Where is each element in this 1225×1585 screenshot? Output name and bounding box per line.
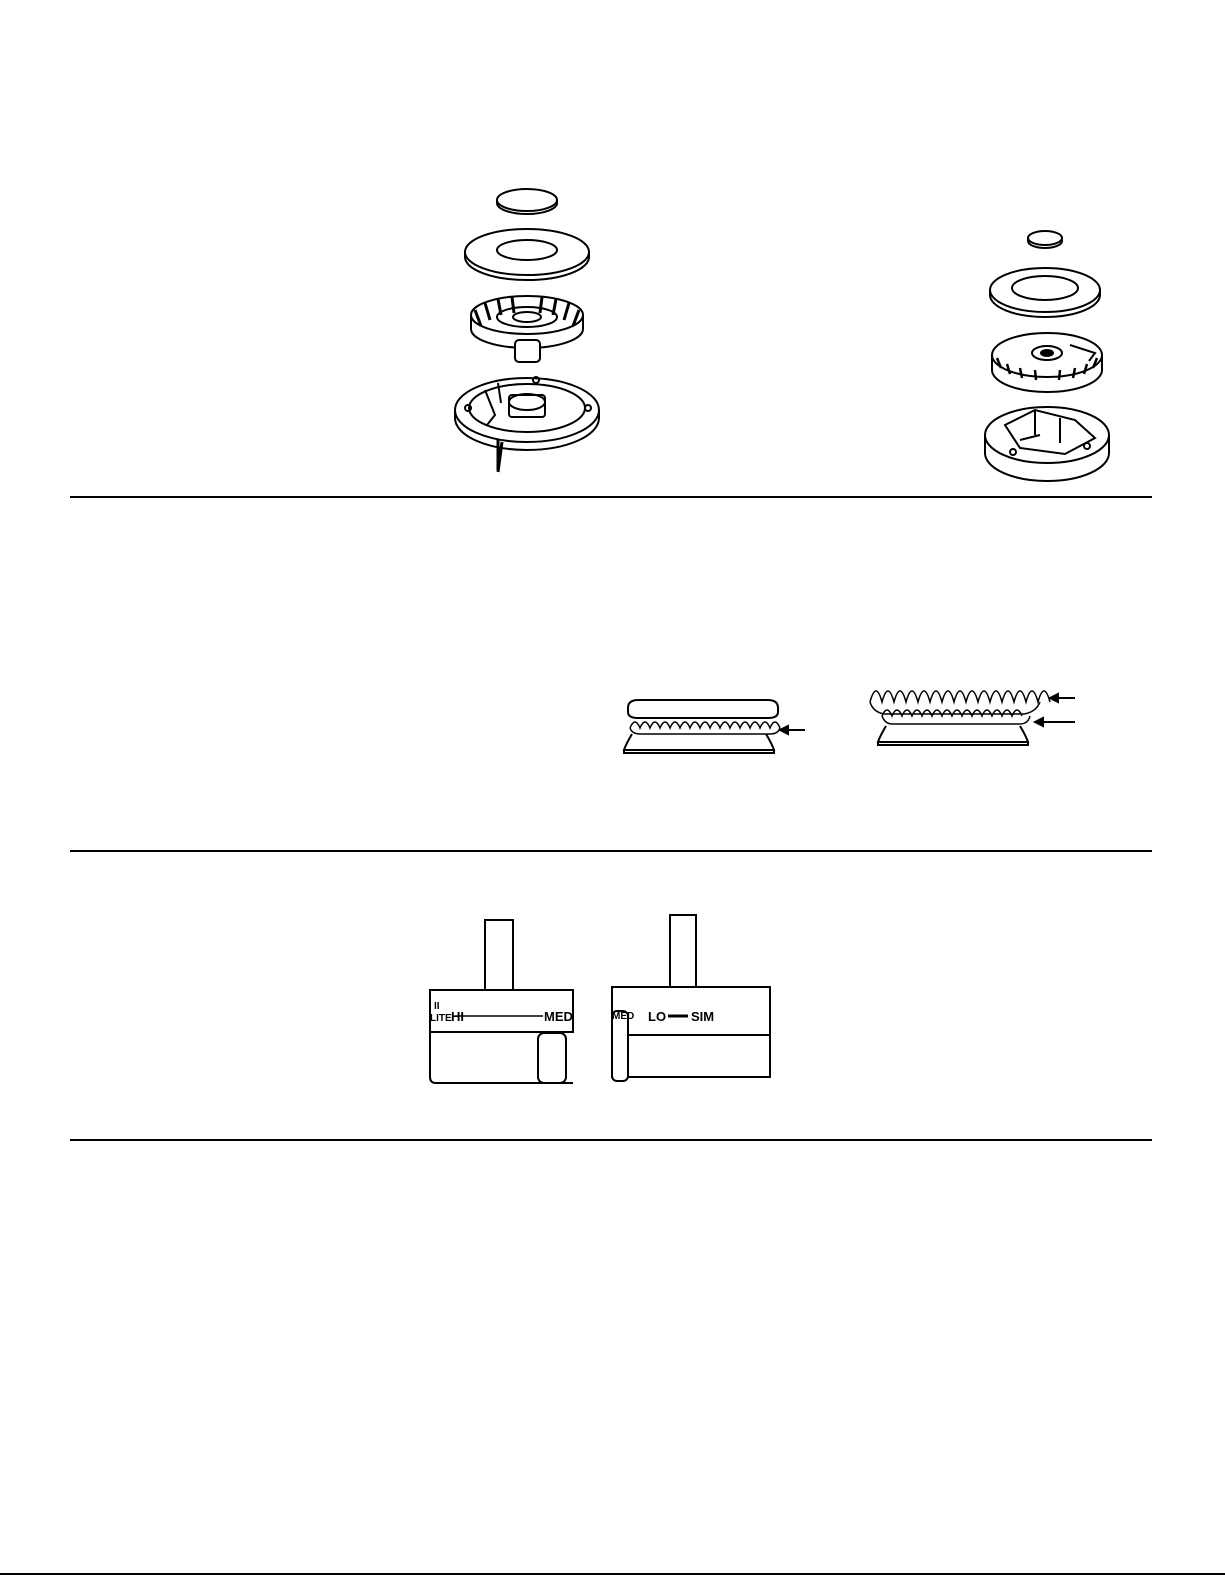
burner-head-ring-large	[465, 229, 589, 280]
burner-base-small	[992, 333, 1102, 392]
flame-pointer-arrow-lower	[1035, 718, 1075, 726]
section-divider-1	[70, 496, 1152, 498]
burner-head-ring-small	[990, 268, 1100, 317]
flame-diagram-high	[860, 680, 1090, 760]
burner-cap-small	[1028, 231, 1062, 248]
tall-flames	[870, 691, 1050, 724]
burner-mounting-plate-large	[455, 377, 599, 472]
control-knob-right	[598, 915, 778, 1085]
knob-label-lo: LO	[648, 1009, 667, 1024]
burner-base-large	[471, 296, 583, 362]
burner-mounting-plate-small	[985, 407, 1109, 481]
knob-label-hi: HI	[451, 1009, 464, 1024]
flame-diagram-low	[620, 690, 820, 760]
knob-label-lite: LITE	[430, 1013, 452, 1024]
knob-stem	[670, 915, 696, 987]
exploded-burner-small	[975, 220, 1125, 495]
section-divider-2	[70, 850, 1152, 852]
knob-pointer	[538, 1033, 566, 1083]
burner-cap-large	[497, 189, 557, 211]
small-flames	[630, 722, 780, 734]
knob-stem	[485, 920, 513, 990]
knob-label-lite-top: II	[434, 1001, 440, 1012]
knob-label-sim: SIM	[691, 1009, 715, 1024]
knob-label-med: MED	[544, 1009, 573, 1024]
exploded-burner-large	[440, 180, 600, 490]
flame-pointer-arrow-upper	[1050, 694, 1075, 702]
flame-pointer-arrow	[780, 726, 805, 734]
knob-label-med: MED	[612, 1011, 635, 1022]
section-divider-3	[70, 1139, 1152, 1141]
page-footer-rule	[0, 1573, 1225, 1575]
control-knob-left	[415, 915, 585, 1085]
